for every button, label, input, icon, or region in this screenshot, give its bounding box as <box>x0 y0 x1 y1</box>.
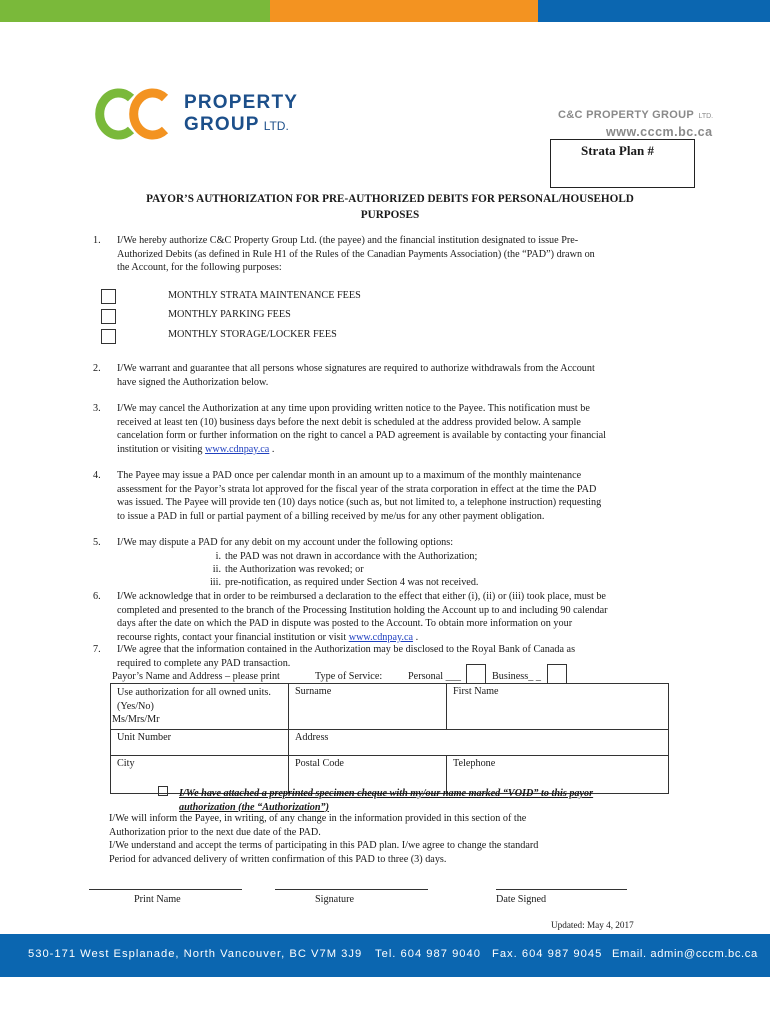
item-2-line: have signed the Authorization below. <box>117 376 269 388</box>
company-logo <box>95 88 310 140</box>
item-6-text <box>117 590 677 644</box>
city-label: City <box>117 757 135 769</box>
item-7-line: I/We agree that the information contained in the Authorization may be disclosed to the Royal Bank of Canada as <box>117 644 576 655</box>
address-label: Address <box>295 731 329 743</box>
item-7-text <box>117 643 677 670</box>
item-1-number: 1. <box>93 235 101 246</box>
brand-name: C&C PROPERTY GROUP <box>558 109 694 121</box>
unit-number-label: Unit Number <box>117 731 172 743</box>
checkbox-parking-fees[interactable] <box>101 309 116 324</box>
telephone-label: Telephone <box>453 757 496 769</box>
updated-date: Updated: May 4, 2017 <box>551 920 634 930</box>
brand-right <box>558 107 758 141</box>
print-name-line[interactable] <box>89 889 242 890</box>
item-1-line: I/We hereby authorize C&C Property Group Ltd. (the payee) and the financial institution designated to issue Pre- <box>117 235 579 246</box>
logo-line2: GROUP <box>184 114 260 135</box>
surname-label: Surname <box>295 686 332 697</box>
address-cell[interactable] <box>289 729 669 755</box>
purpose-strata: MONTHLY STRATA MAINTENANCE FEES <box>168 290 361 301</box>
postal-code-label: Postal Code <box>295 757 344 769</box>
item-3-text <box>117 402 677 456</box>
logo-line2-wrap <box>184 114 289 137</box>
form-title-line1: PAYOR’S AUTHORIZATION FOR PRE-AUTHORIZED DEBITS FOR PERSONAL/HOUSEHOLD <box>146 193 634 205</box>
inform-line: Authorization prior to the next due date of the PAD. <box>109 826 321 838</box>
inform-line: Period for advanced delivery of written confirmation of this PAD to three (3) days. <box>109 853 447 865</box>
footer-bar <box>0 934 770 977</box>
item-4-line: assessment for the Payor’s strata lot approved for the fiscal year of the strata corporation in effect at the time the PAD <box>117 483 597 495</box>
logo-line1: PROPERTY <box>184 92 299 113</box>
payor-heading: Payor’s Name and Address – please print <box>112 671 280 682</box>
date-signed-line[interactable] <box>496 889 627 890</box>
top-bar-green <box>0 0 270 22</box>
date-signed-label: Date Signed <box>496 894 547 905</box>
personal-label: Personal ___ <box>408 671 461 682</box>
option-iii-num: iii. <box>209 577 221 588</box>
item-3-line: I/We may cancel the Authorization at any time upon providing written notice to the Payee. This notification must be <box>117 403 590 414</box>
title-label: Ms/Mrs/Mr <box>112 714 160 725</box>
strata-plan-box[interactable] <box>550 139 695 188</box>
item-2-line: I/We warrant and guarantee that all persons whose signatures are required to authorize withdrawals from the Account <box>117 363 595 374</box>
cheque-statement <box>179 787 659 814</box>
inform-line: I/We understand and accept the terms of participating in this PAD plan. I/we agree to change the standard <box>109 840 539 852</box>
option-iii-text: pre-notification, as required under Section 4 was not received. <box>225 577 479 588</box>
item-7-line: required to complete any PAD transaction. <box>117 657 291 669</box>
checkbox-storage-fees[interactable] <box>101 329 116 344</box>
item-3-line: received at least ten (10) business days before the next debit is scheduled at the address provided below. A sample <box>117 416 581 428</box>
cdnpay-link[interactable]: www.cdnpay.ca <box>348 631 414 643</box>
item-3-line: cancelation form or further information on the right to cancel a PAD agreement is available by contacting your financial <box>117 430 607 442</box>
item-5-text: I/We may dispute a PAD for any debit on my account under the following options: <box>117 537 454 548</box>
item-4-line: to issue a PAD in full or partial payment of a billing received by me/us for any other payment obligation. <box>117 510 545 522</box>
option-ii-num: ii. <box>212 564 221 575</box>
service-type-label: Type of Service: <box>315 671 383 682</box>
item-6-text-part: . <box>415 631 419 643</box>
cc-logo-mark <box>95 88 175 140</box>
brand-website: www.cccm.bc.ca <box>606 125 713 139</box>
item-6-line: completed and presented to the branch of the Processing Institution holding the Account up to and including 90 calendar <box>117 604 608 616</box>
option-i-text: the PAD was not drawn in accordance with the Authorization; <box>225 551 478 562</box>
top-bar-orange <box>270 0 538 22</box>
item-3-text-part: . <box>271 443 275 455</box>
signature-label: Signature <box>315 894 355 905</box>
signature-line[interactable] <box>275 889 428 890</box>
logo-suffix: LTD. <box>263 119 289 133</box>
item-1-line: Authorized Debits (as defined in Rule H1 of the Rules of the Canadian Payments Association) (the “PAD”) drawn on <box>117 248 595 260</box>
item-6-number: 6. <box>93 591 101 602</box>
footer-fax: Fax. 604 987 9045 <box>492 948 603 960</box>
footer-address: 530-171 West Esplanade, North Vancouver, BC V7M 3J9 <box>28 948 363 960</box>
item-4-line: was issued. The Payee will provide ten (10) days notice (such as, but not limited to, a telephone instruction) requesting <box>117 497 602 509</box>
option-ii-text: the Authorization was revoked; or <box>225 564 364 575</box>
item-4-number: 4. <box>93 470 101 481</box>
footer-tel: Tel. 604 987 9040 <box>375 948 481 960</box>
item-6-line: I/We acknowledge that in order to be reimbursed a declaration to the effect that either (i), (ii) or (iii) took place, must be <box>117 591 606 602</box>
item-7-number: 7. <box>93 644 101 655</box>
top-bar-blue <box>538 0 770 22</box>
form-title-line2: PURPOSES <box>360 209 420 221</box>
item-2-text <box>117 362 677 389</box>
unit-number-cell[interactable] <box>111 729 289 755</box>
business-checkbox[interactable] <box>547 664 567 684</box>
item-6-line: days after the date on which the PAD in dispute was posted to the Account. To obtain more information on your <box>117 618 573 630</box>
surname-cell[interactable] <box>289 684 447 730</box>
item-1-line: the Account, for the following purposes: <box>117 262 282 274</box>
item-4-line: The Payee may issue a PAD once per calendar month in an amount up to a maximum of the monthly maintenance <box>117 470 582 481</box>
personal-checkbox[interactable] <box>466 664 486 684</box>
item-3-text-part: institution or visiting <box>117 443 203 455</box>
strata-plan-label: Strata Plan # <box>581 143 654 158</box>
item-6-text-part: recourse rights, contact your financial institution or visit <box>117 631 347 643</box>
checkbox-strata-fees[interactable] <box>101 289 116 304</box>
inform-line: I/We will inform the Payee, in writing, of any change in the information provided in this section of the <box>109 813 527 824</box>
item-1-text <box>117 234 677 275</box>
first-name-label: First Name <box>453 686 499 697</box>
item-4-text <box>117 469 677 523</box>
purpose-storage: MONTHLY STORAGE/LOCKER FEES <box>168 329 337 340</box>
brand-suffix: LTD. <box>698 113 714 120</box>
cheque-line: authorization (the “Authorization”) <box>179 801 330 813</box>
purpose-parking: MONTHLY PARKING FEES <box>168 309 291 320</box>
print-name-label: Print Name <box>134 894 181 905</box>
payor-info-table <box>110 683 669 794</box>
item-3-number: 3. <box>93 403 101 414</box>
units-label: Use authorization for all owned units. (Yes/No) <box>117 687 271 712</box>
item-2-number: 2. <box>93 363 101 374</box>
cdnpay-link[interactable]: www.cdnpay.ca <box>205 443 270 455</box>
cheque-line: I/We have attached a preprinted specimen cheque with my/our name marked “VOID” to this payor <box>179 788 594 799</box>
cheque-checkbox[interactable] <box>158 786 168 796</box>
business-label: Business_ _ <box>492 671 541 682</box>
first-name-cell[interactable] <box>447 684 669 730</box>
footer-email: Email. admin@cccm.bc.ca <box>612 948 758 960</box>
option-i-num: i. <box>215 551 221 562</box>
form-title <box>60 191 720 223</box>
inform-text <box>109 812 679 866</box>
units-cell[interactable] <box>111 684 289 730</box>
item-5-number: 5. <box>93 537 101 548</box>
item-3-line <box>117 443 677 457</box>
